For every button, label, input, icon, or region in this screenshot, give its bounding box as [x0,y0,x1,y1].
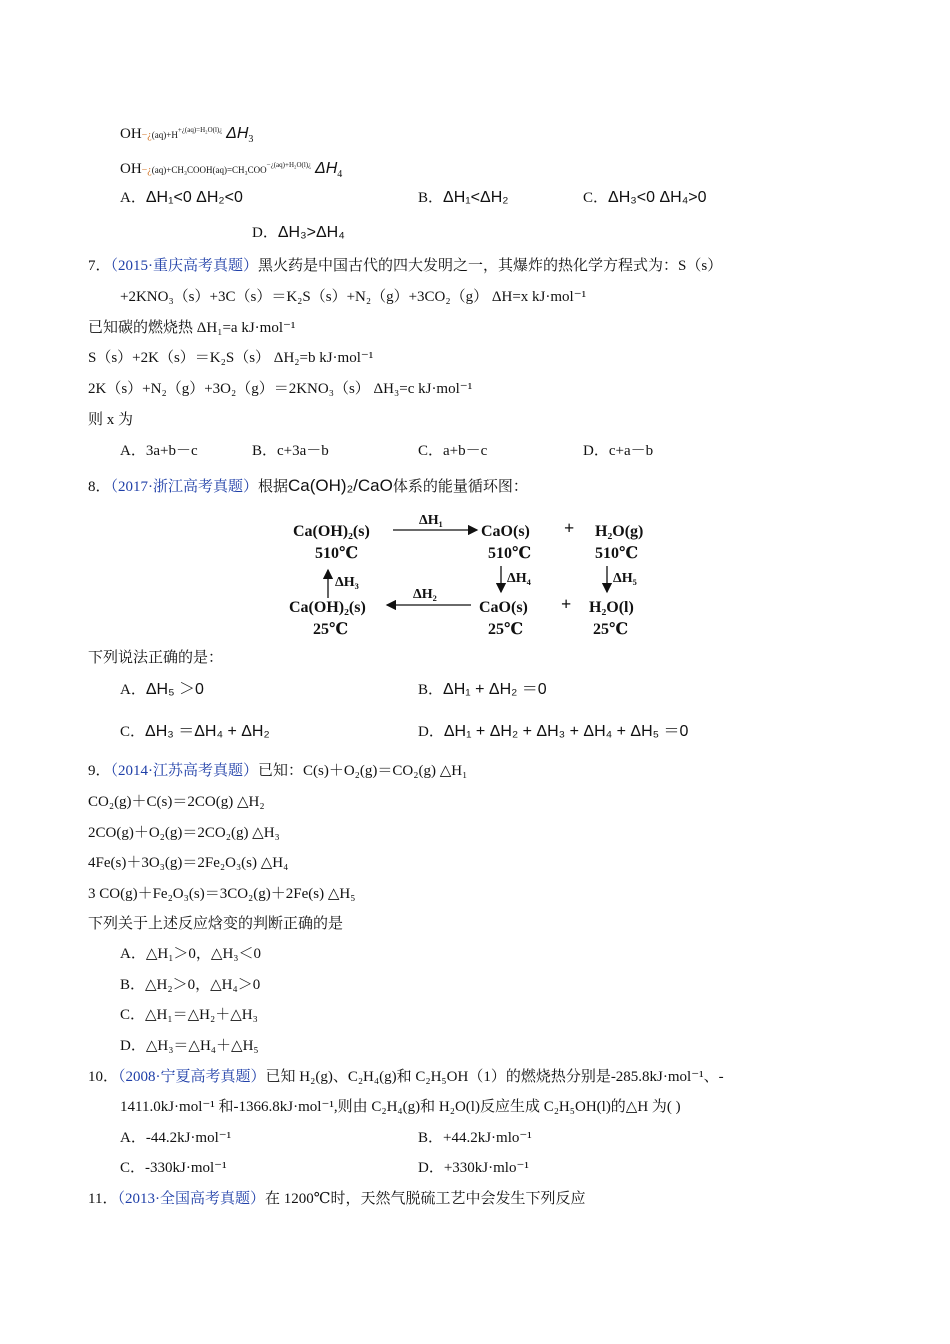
q8-stem: 8．（2017·浙江高考真题）根据Ca(OH)₂/CaO体系的能量循环图： [88,476,528,495]
q7-line5: 2K（s）+N₂（g）+3O₂（g）＝2KNO₃（s） ΔH₃=c kJ·mol⁻¹ [88,381,473,397]
q10-option-a[interactable]: A．-44.2kJ·mol⁻¹ [120,1130,232,1146]
q9-eq3: 2CO(g)＋O₂(g)＝2CO₂(g) △H₃ [88,825,280,841]
q9-stem: 9．（2014·江苏高考真题）已知：C(s)＋O₂(g)＝CO₂(g) △H₁ [88,763,468,779]
q7-line4: S（s）+2K（s）＝K₂S（s） ΔH₂=b kJ·mol⁻¹ [88,350,374,366]
q9-eq2: CO₂(g)＋C(s)＝2CO(g) △H₂ [88,794,265,810]
diag-bot-mid: CaO(s) [479,599,528,616]
q9-option-c[interactable]: C．△H₁＝△H₂＋△H₃ [120,1007,258,1023]
diag-bot-left-temp: 25℃ [313,621,349,638]
q9-ask: 下列关于上述反应焓变的判断正确的是 [88,916,344,932]
q10-line2: 1411.0kJ·mol⁻¹ 和-1366.8kJ·mol⁻¹,则由 C₂H₄(g)和 H₂O(l)反应生成 C₂H₅OH(l)的△H 为( ) [120,1099,681,1115]
diag-dh4: ΔH₄ [507,571,531,586]
q8-ask: 下列说法正确的是： [88,650,224,666]
diag-top-plus: + [564,518,575,538]
diag-top-mid: CaO(s) [481,523,530,540]
q9-eq5: 3 CO(g)＋Fe₂O₃(s)＝3CO₂(g)＋2Fe(s) △H₅ [88,886,356,902]
q7-line3: 已知碳的燃烧热 ΔH₁=a kJ·mol⁻¹ [88,320,296,336]
q8-option-d[interactable]: D．ΔH₁ + ΔH₂ + ΔH₃ + ΔH₄ + ΔH₅ ＝0 [418,723,689,740]
q8-option-c[interactable]: C．ΔH₃ ＝ΔH₄ + ΔH₂ [120,723,270,740]
q10-option-d[interactable]: D．+330kJ·mlo⁻¹ [418,1160,529,1176]
q6-eq3: $OH-¿(aq)+H^{+¿(aq)=H_2O(l)¿}$ $\Delta H_3$ [120,125,254,145]
q7-option-a[interactable]: A．3a+b－c [120,443,198,459]
q9-eq4: 4Fe(s)＋3O₃(g)＝2Fe₂O₃(s) △H₄ [88,855,289,871]
diag-dh5: ΔH₅ [613,571,637,586]
q9-option-b[interactable]: B．△H₂＞0，△H₄＞0 [120,977,261,993]
q7-option-c[interactable]: C．a+b－c [418,443,488,459]
diag-dh3: ΔH₃ [335,575,359,590]
diag-bot-mid-temp: 25℃ [488,621,524,638]
q6-option-d[interactable]: D．ΔH₃>ΔH₄ [252,224,345,241]
diag-top-mid-temp: 510℃ [488,545,532,562]
diag-top-right-temp: 510℃ [595,545,639,562]
diag-dh2: ΔH₂ [413,587,437,602]
diag-top-left-temp: 510℃ [315,545,359,562]
q7-option-b[interactable]: B．c+3a－b [252,443,329,459]
diag-top-left: Ca(OH)₂(s) [293,523,370,540]
q6-option-c[interactable]: C．ΔH₃<0 ΔH₄>0 [583,189,707,206]
diag-bot-left: Ca(OH)₂(s) [289,599,366,616]
diag-bot-right-temp: 25℃ [593,621,629,638]
q7-option-d[interactable]: D．c+a－b [583,443,654,459]
diag-top-right: H₂O(g) [595,523,644,540]
diag-bot-plus: + [561,594,572,614]
q6-option-b[interactable]: B．ΔH₁<ΔH₂ [418,189,509,206]
q6-option-a[interactable]: A．ΔH₁<0 ΔH₂<0 [120,189,243,206]
q9-option-a[interactable]: A．△H₁＞0，△H₃＜0 [120,946,262,962]
q8-option-b[interactable]: B．ΔH₁ + ΔH₂ ＝0 [418,681,547,698]
q9-option-d[interactable]: D．△H₃＝△H₄＋△H₅ [120,1038,259,1054]
q7-line6: 则 x 为 [88,412,134,428]
q8-option-a[interactable]: A．ΔH₅ ＞0 [120,681,204,698]
q7-stem: 7．（2015·重庆高考真题）黑火药是中国古代的四大发明之一，其爆炸的热化学方程式为：S（s） [88,258,723,274]
q10-stem: 10．（2008·宁夏高考真题）已知 H₂(g)、C₂H₄(g)和 C₂H₅OH（1）的燃烧热分别是-285.8kJ·mol⁻¹、- [88,1069,724,1085]
diag-bot-right: H₂O(l) [589,599,634,616]
diag-dh1: ΔH₁ [419,513,443,528]
q6-eq4: $OH-¿(aq)+CH_3COOH(aq)=CH_3COO^{-¿(aq)+H_2O(l)¿}$ $\Delta H_4$ [120,160,343,180]
energy-cycle-diagram [283,510,668,640]
q10-option-b[interactable]: B．+44.2kJ·mlo⁻¹ [418,1130,532,1146]
q11-stem: 11．（2013·全国高考真题）在 1200℃时，天然气脱硫工艺中会发生下列反应 [88,1191,586,1207]
q10-option-c[interactable]: C．-330kJ·mol⁻¹ [120,1160,227,1176]
q7-line2: +2KNO₃（s）+3C（s）＝K₂S（s）+N₂（g）+3CO₂（g） ΔH=x kJ·mol⁻¹ [120,289,587,305]
